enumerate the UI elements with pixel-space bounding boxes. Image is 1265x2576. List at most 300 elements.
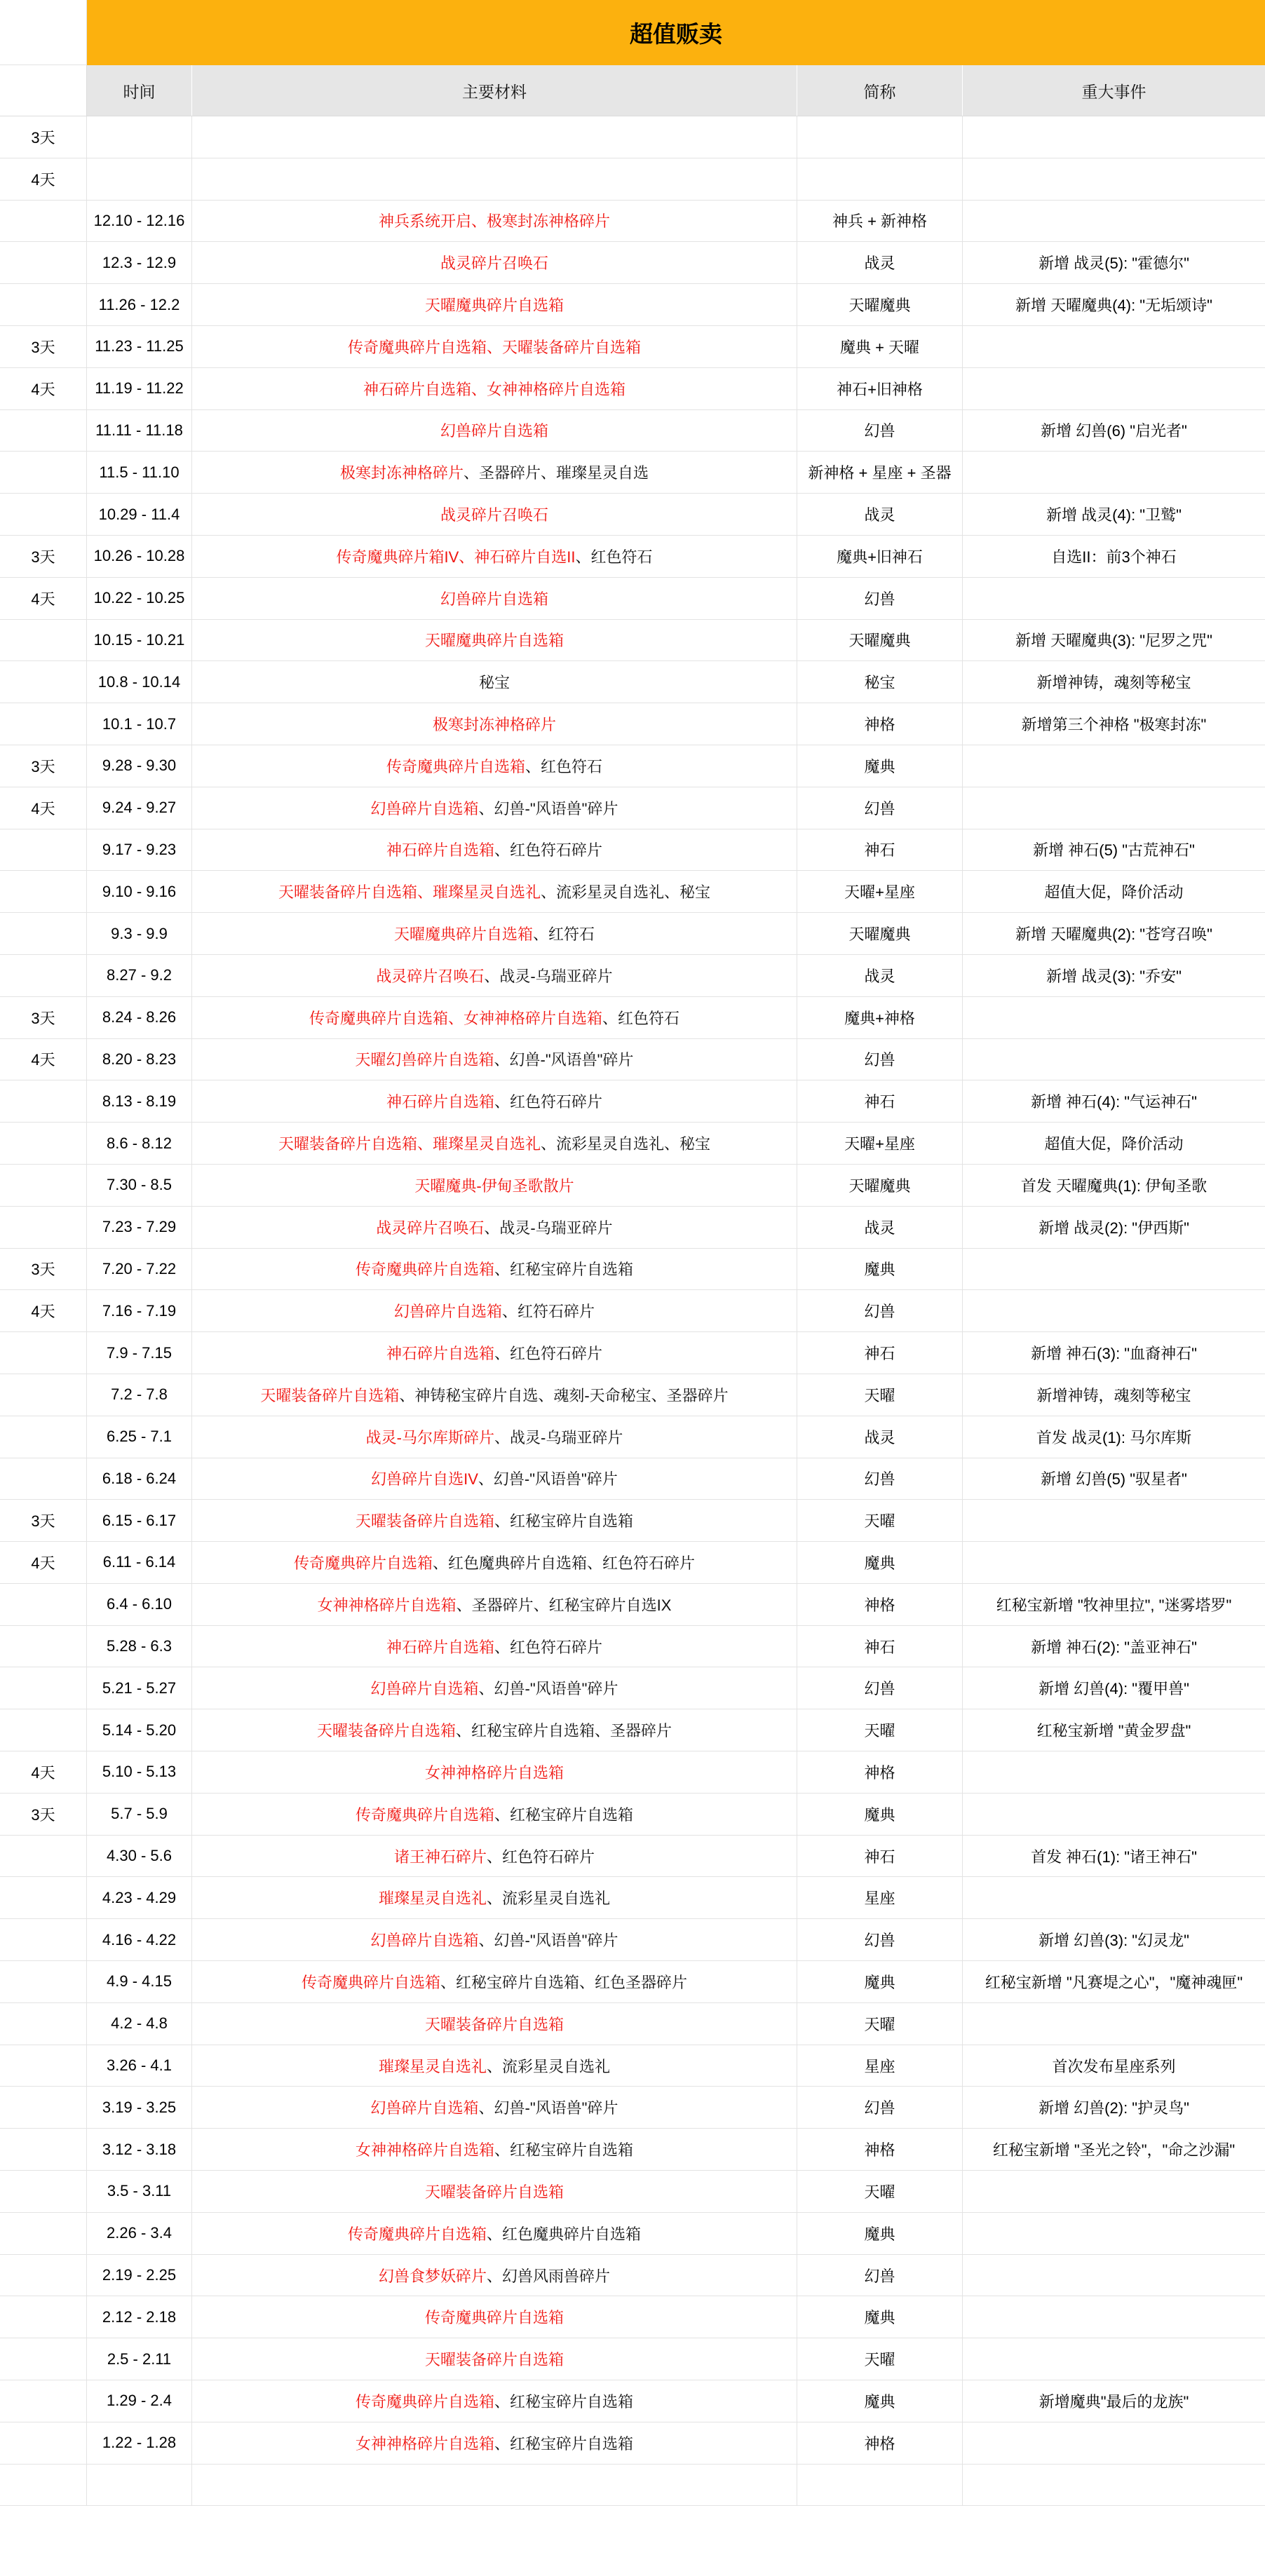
abbr-cell[interactable]: 天曜 bbox=[797, 2003, 963, 2045]
header-abbr[interactable]: 简称 bbox=[797, 65, 963, 116]
abbr-cell[interactable] bbox=[797, 116, 963, 158]
event-cell[interactable] bbox=[963, 2465, 1265, 2506]
event-cell[interactable]: 新增 战灵(5): "霍德尔" bbox=[1039, 255, 1189, 273]
material-highlight-text: 璀璨星灵自选礼 bbox=[378, 2057, 487, 2075]
blank-corner-cell[interactable] bbox=[0, 0, 87, 65]
material-cell[interactable] bbox=[192, 201, 797, 242]
abbr-cell[interactable]: 幻兽 bbox=[797, 1919, 963, 1960]
material-cell[interactable] bbox=[192, 536, 797, 577]
abbr-cell[interactable]: 新神格 + 星座 + 圣器 bbox=[797, 452, 963, 493]
event-cell[interactable]: 新增 天曜魔典(3): "尼罗之咒" bbox=[1015, 632, 1212, 650]
abbr-cell[interactable]: 神兵 + 新神格 bbox=[797, 201, 963, 242]
duration-cell[interactable] bbox=[0, 2213, 87, 2254]
time-cell[interactable]: 7.9 - 7.15 bbox=[87, 1332, 192, 1374]
sheet-title[interactable]: 超值贩卖 bbox=[87, 0, 1265, 65]
event-cell[interactable] bbox=[963, 158, 1265, 200]
event-cell[interactable] bbox=[963, 326, 1265, 367]
event-cell[interactable] bbox=[963, 368, 1265, 409]
material-cell[interactable] bbox=[192, 578, 797, 619]
time-cell[interactable]: 10.15 - 10.21 bbox=[87, 620, 192, 661]
material-cell[interactable] bbox=[192, 2045, 797, 2087]
time-cell[interactable] bbox=[87, 116, 192, 158]
event-cell[interactable]: 新增 幻兽(3): "幻灵龙" bbox=[1039, 1932, 1189, 1950]
duration-cell[interactable] bbox=[0, 2045, 87, 2087]
material-cell[interactable] bbox=[192, 494, 797, 535]
time-cell[interactable]: 2.19 - 2.25 bbox=[87, 2255, 192, 2296]
event-cell[interactable] bbox=[963, 2255, 1265, 2296]
abbr-cell[interactable]: 天曜 bbox=[797, 1709, 963, 1751]
abbr-cell[interactable]: 幻兽 bbox=[797, 1667, 963, 1709]
duration-cell[interactable] bbox=[0, 1374, 87, 1416]
abbr-cell[interactable]: 神格 bbox=[797, 1584, 963, 1625]
material-cell[interactable] bbox=[192, 955, 797, 996]
event-cell[interactable]: 红秘宝新增 "圣光之铃"，"命之沙漏" bbox=[992, 2141, 1236, 2160]
abbr-cell[interactable]: 幻兽 bbox=[797, 1039, 963, 1080]
time-cell[interactable]: 10.29 - 11.4 bbox=[87, 494, 192, 535]
duration-cell[interactable] bbox=[0, 1080, 87, 1122]
material-cell[interactable] bbox=[192, 1836, 797, 1877]
time-cell[interactable]: 6.18 - 6.24 bbox=[87, 1458, 192, 1500]
event-cell[interactable] bbox=[963, 997, 1265, 1038]
time-cell[interactable]: 3.5 - 3.11 bbox=[87, 2171, 192, 2212]
duration-cell[interactable] bbox=[0, 1709, 87, 1751]
duration-cell[interactable] bbox=[0, 2129, 87, 2170]
material-cell[interactable] bbox=[192, 871, 797, 912]
material-cell[interactable] bbox=[192, 997, 797, 1038]
duration-cell[interactable] bbox=[0, 1584, 87, 1625]
duration-cell[interactable] bbox=[0, 452, 87, 493]
time-cell[interactable]: 7.30 - 8.5 bbox=[87, 1165, 192, 1206]
abbr-cell[interactable]: 魔典 bbox=[797, 2380, 963, 2422]
table-row bbox=[0, 1165, 1265, 1207]
material-cell[interactable] bbox=[192, 1374, 797, 1416]
abbr-cell[interactable]: 魔典 bbox=[797, 2296, 963, 2338]
duration-cell[interactable]: 3天 bbox=[0, 536, 87, 577]
time-cell[interactable]: 2.12 - 2.18 bbox=[87, 2296, 192, 2338]
duration-cell[interactable]: 4天 bbox=[0, 368, 87, 409]
event-cell[interactable] bbox=[963, 1039, 1265, 1080]
material-cell[interactable] bbox=[192, 1709, 797, 1751]
event-cell[interactable] bbox=[963, 1751, 1265, 1793]
event-cell[interactable] bbox=[963, 116, 1265, 158]
abbr-cell[interactable]: 天曜 bbox=[797, 1500, 963, 1541]
event-cell[interactable]: 新增 天曜魔典(4): "无垢颂诗" bbox=[1015, 297, 1212, 315]
material-cell[interactable] bbox=[192, 1584, 797, 1625]
event-cell[interactable]: 新增 神石(2): "盖亚神石" bbox=[1031, 1638, 1197, 1656]
duration-cell[interactable] bbox=[0, 1919, 87, 1960]
duration-cell[interactable] bbox=[0, 1332, 87, 1374]
abbr-cell[interactable]: 幻兽 bbox=[797, 2255, 963, 2296]
material-cell[interactable] bbox=[192, 1332, 797, 1374]
material-cell[interactable] bbox=[192, 1123, 797, 1164]
header-material[interactable]: 主要材料 bbox=[192, 65, 797, 116]
material-cell[interactable] bbox=[192, 2171, 797, 2212]
material-cell[interactable] bbox=[192, 1667, 797, 1709]
time-cell[interactable]: 11.11 - 11.18 bbox=[87, 410, 192, 452]
duration-cell[interactable] bbox=[0, 1667, 87, 1709]
material-cell[interactable] bbox=[192, 1249, 797, 1290]
time-cell[interactable]: 9.10 - 9.16 bbox=[87, 871, 192, 912]
duration-cell[interactable]: 3天 bbox=[0, 326, 87, 367]
time-cell[interactable]: 5.21 - 5.27 bbox=[87, 1667, 192, 1709]
duration-cell[interactable] bbox=[0, 1626, 87, 1667]
abbr-cell[interactable]: 神石 bbox=[797, 1080, 963, 1122]
duration-cell[interactable] bbox=[0, 2296, 87, 2338]
abbr-cell[interactable]: 战灵 bbox=[797, 494, 963, 535]
event-cell[interactable]: 红秘宝新增 "凡赛堤之心"，"魔神魂匣" bbox=[985, 1973, 1243, 1991]
duration-cell[interactable] bbox=[0, 1836, 87, 1877]
duration-cell[interactable]: 4天 bbox=[0, 1751, 87, 1793]
abbr-cell[interactable]: 星座 bbox=[797, 1877, 963, 1918]
abbr-cell[interactable] bbox=[797, 2465, 963, 2506]
duration-cell[interactable]: 4天 bbox=[0, 1542, 87, 1583]
duration-cell[interactable]: 3天 bbox=[0, 1794, 87, 1835]
material-cell[interactable] bbox=[192, 410, 797, 452]
duration-cell[interactable]: 3天 bbox=[0, 1500, 87, 1541]
time-cell[interactable]: 12.10 - 12.16 bbox=[87, 201, 192, 242]
duration-cell[interactable] bbox=[0, 1416, 87, 1458]
abbr-cell[interactable]: 战灵 bbox=[797, 955, 963, 996]
event-cell[interactable]: 超值大促，降价活动 bbox=[1044, 883, 1184, 902]
abbr-cell[interactable]: 魔典 bbox=[797, 2213, 963, 2254]
event-cell[interactable] bbox=[963, 2296, 1265, 2338]
event-cell[interactable] bbox=[963, 2003, 1265, 2045]
material-cell[interactable] bbox=[192, 1165, 797, 1206]
abbr-cell[interactable]: 神格 bbox=[797, 1751, 963, 1793]
material-cell[interactable] bbox=[192, 2087, 797, 2128]
abbr-cell[interactable]: 神格 bbox=[797, 2129, 963, 2170]
event-cell[interactable]: 新增 幻兽(6) "启光者" bbox=[1041, 422, 1187, 440]
duration-cell[interactable] bbox=[0, 284, 87, 325]
header-duration-cell[interactable] bbox=[0, 65, 87, 116]
time-cell[interactable]: 3.19 - 3.25 bbox=[87, 2087, 192, 2128]
duration-cell[interactable] bbox=[0, 1207, 87, 1248]
material-cell[interactable] bbox=[192, 829, 797, 871]
event-cell[interactable] bbox=[963, 1290, 1265, 1331]
abbr-cell[interactable]: 幻兽 bbox=[797, 787, 963, 829]
material-cell[interactable] bbox=[192, 326, 797, 367]
duration-cell[interactable]: 3天 bbox=[0, 745, 87, 787]
material-cell[interactable] bbox=[192, 1961, 797, 2002]
time-cell[interactable]: 7.23 - 7.29 bbox=[87, 1207, 192, 1248]
material-cell[interactable] bbox=[192, 2255, 797, 2296]
duration-cell[interactable] bbox=[0, 2422, 87, 2464]
duration-cell[interactable] bbox=[0, 1165, 87, 1206]
duration-cell[interactable]: 3天 bbox=[0, 116, 87, 158]
abbr-cell[interactable]: 天曜 bbox=[797, 2171, 963, 2212]
abbr-cell[interactable]: 天曜+星座 bbox=[797, 1123, 963, 1164]
time-cell[interactable]: 10.26 - 10.28 bbox=[87, 536, 192, 577]
abbr-cell[interactable]: 魔典 bbox=[797, 745, 963, 787]
duration-cell[interactable] bbox=[0, 661, 87, 703]
material-cell[interactable] bbox=[192, 1416, 797, 1458]
material-cell[interactable] bbox=[192, 1458, 797, 1500]
time-cell[interactable]: 9.17 - 9.23 bbox=[87, 829, 192, 871]
event-cell[interactable] bbox=[963, 1794, 1265, 1835]
time-cell[interactable]: 1.22 - 1.28 bbox=[87, 2422, 192, 2464]
abbr-cell[interactable]: 幻兽 bbox=[797, 2087, 963, 2128]
abbr-cell[interactable]: 天曜+星座 bbox=[797, 871, 963, 912]
duration-cell[interactable]: 4天 bbox=[0, 1290, 87, 1331]
event-cell[interactable]: 新增 幻兽(2): "护灵鸟" bbox=[1039, 2099, 1189, 2117]
abbr-cell[interactable]: 神格 bbox=[797, 2422, 963, 2464]
abbr-cell[interactable]: 幻兽 bbox=[797, 578, 963, 619]
duration-cell[interactable] bbox=[0, 703, 87, 745]
material-cell[interactable] bbox=[192, 1877, 797, 1918]
event-cell[interactable] bbox=[963, 2422, 1265, 2464]
header-event[interactable]: 重大事件 bbox=[963, 65, 1265, 116]
duration-cell[interactable]: 3天 bbox=[0, 1249, 87, 1290]
event-cell[interactable] bbox=[963, 1542, 1265, 1583]
event-cell[interactable] bbox=[963, 1249, 1265, 1290]
header-time[interactable]: 时间 bbox=[87, 65, 192, 116]
abbr-cell[interactable]: 神石 bbox=[797, 1626, 963, 1667]
event-cell[interactable]: 首发 战灵(1): 马尔库斯 bbox=[1036, 1428, 1192, 1446]
material-highlight-text: 传奇魔典碎片自选箱、女神神格碎片自选箱 bbox=[309, 1009, 602, 1027]
event-cell[interactable]: 首次发布星座系列 bbox=[1052, 2057, 1176, 2075]
duration-cell[interactable] bbox=[0, 2087, 87, 2128]
material-cell[interactable] bbox=[192, 2380, 797, 2422]
abbr-cell[interactable]: 神石 bbox=[797, 829, 963, 871]
time-cell[interactable]: 10.8 - 10.14 bbox=[87, 661, 192, 703]
material-cell[interactable] bbox=[192, 368, 797, 409]
duration-cell[interactable]: 3天 bbox=[0, 997, 87, 1038]
time-cell[interactable]: 9.28 - 9.30 bbox=[87, 745, 192, 787]
time-cell[interactable]: 7.16 - 7.19 bbox=[87, 1290, 192, 1331]
material-cell[interactable] bbox=[192, 2003, 797, 2045]
abbr-cell[interactable]: 幻兽 bbox=[797, 1458, 963, 1500]
duration-cell[interactable] bbox=[0, 1877, 87, 1918]
event-cell[interactable]: 新增神铸，魂刻等秘宝 bbox=[1036, 674, 1191, 692]
material-cell[interactable] bbox=[192, 158, 797, 200]
event-cell[interactable] bbox=[963, 578, 1265, 619]
time-cell[interactable]: 6.15 - 6.17 bbox=[87, 1500, 192, 1541]
duration-cell[interactable] bbox=[0, 2380, 87, 2422]
abbr-cell[interactable]: 魔典+神格 bbox=[797, 997, 963, 1038]
abbr-cell[interactable]: 神石 bbox=[797, 1332, 963, 1374]
material-highlight-text: 幻兽碎片自选箱 bbox=[370, 799, 479, 818]
event-cell[interactable]: 新增 神石(3): "血裔神石" bbox=[1031, 1345, 1197, 1362]
abbr-cell[interactable]: 魔典 + 天曜 bbox=[797, 326, 963, 367]
duration-cell[interactable] bbox=[0, 2255, 87, 2296]
duration-cell[interactable] bbox=[0, 201, 87, 242]
time-cell[interactable]: 11.23 - 11.25 bbox=[87, 326, 192, 367]
abbr-cell[interactable]: 魔典+旧神石 bbox=[797, 536, 963, 577]
abbr-cell[interactable]: 天曜魔典 bbox=[797, 913, 963, 954]
abbr-cell[interactable]: 幻兽 bbox=[797, 410, 963, 452]
time-cell[interactable]: 1.29 - 2.4 bbox=[87, 2380, 192, 2422]
material-cell[interactable] bbox=[192, 913, 797, 954]
abbr-cell[interactable]: 魔典 bbox=[797, 1249, 963, 1290]
abbr-cell[interactable]: 战灵 bbox=[797, 1207, 963, 1248]
event-cell[interactable]: 首发 天曜魔典(1): 伊甸圣歌 bbox=[1020, 1177, 1208, 1195]
event-cell[interactable]: 新增 战灵(2): "伊西斯" bbox=[1039, 1219, 1189, 1237]
event-cell[interactable]: 新增 战灵(3): "乔安" bbox=[1046, 967, 1182, 985]
abbr-cell[interactable]: 神格 bbox=[797, 703, 963, 745]
event-cell[interactable]: 红秘宝新增 "黄金罗盘" bbox=[1036, 1722, 1191, 1740]
time-cell[interactable]: 7.20 - 7.22 bbox=[87, 1249, 192, 1290]
time-cell[interactable]: 8.24 - 8.26 bbox=[87, 997, 192, 1038]
time-cell[interactable]: 8.13 - 8.19 bbox=[87, 1080, 192, 1122]
table-row bbox=[0, 2422, 1265, 2465]
abbr-cell[interactable]: 幻兽 bbox=[797, 1290, 963, 1331]
abbr-cell[interactable]: 魔典 bbox=[797, 1961, 963, 2002]
time-cell[interactable]: 4.2 - 4.8 bbox=[87, 2003, 192, 2045]
duration-cell[interactable] bbox=[0, 242, 87, 283]
abbr-cell[interactable]: 神石 bbox=[797, 1836, 963, 1877]
time-cell[interactable]: 2.5 - 2.11 bbox=[87, 2338, 192, 2380]
material-cell[interactable] bbox=[192, 745, 797, 787]
event-cell[interactable]: 新增 天曜魔典(2): "苍穹召唤" bbox=[1015, 926, 1212, 944]
duration-cell[interactable]: 4天 bbox=[0, 578, 87, 619]
material-cell[interactable] bbox=[192, 2338, 797, 2380]
duration-cell[interactable] bbox=[0, 410, 87, 452]
time-cell[interactable]: 6.11 - 6.14 bbox=[87, 1542, 192, 1583]
material-cell[interactable] bbox=[192, 242, 797, 283]
duration-cell[interactable]: 4天 bbox=[0, 787, 87, 829]
abbr-cell[interactable]: 天曜魔典 bbox=[797, 284, 963, 325]
duration-cell[interactable]: 4天 bbox=[0, 158, 87, 200]
duration-cell[interactable] bbox=[0, 1961, 87, 2002]
time-cell[interactable]: 11.19 - 11.22 bbox=[87, 368, 192, 409]
event-cell[interactable]: 新增第三个神格 "极寒封冻" bbox=[1021, 716, 1207, 734]
material-cell[interactable] bbox=[192, 2129, 797, 2170]
time-cell[interactable]: 5.10 - 5.13 bbox=[87, 1751, 192, 1793]
material-cell[interactable] bbox=[192, 1080, 797, 1122]
material-cell[interactable] bbox=[192, 1290, 797, 1331]
time-cell[interactable]: 11.5 - 11.10 bbox=[87, 452, 192, 493]
material-cell[interactable] bbox=[192, 1500, 797, 1541]
abbr-cell[interactable]: 天曜 bbox=[797, 1374, 963, 1416]
material-cell[interactable] bbox=[192, 661, 797, 703]
time-cell[interactable]: 7.2 - 7.8 bbox=[87, 1374, 192, 1416]
time-cell[interactable]: 6.25 - 7.1 bbox=[87, 1416, 192, 1458]
time-cell[interactable]: 3.12 - 3.18 bbox=[87, 2129, 192, 2170]
material-cell[interactable] bbox=[192, 703, 797, 745]
time-cell[interactable] bbox=[87, 158, 192, 200]
abbr-cell[interactable]: 战灵 bbox=[797, 242, 963, 283]
material-cell[interactable] bbox=[192, 2296, 797, 2338]
time-cell[interactable]: 5.14 - 5.20 bbox=[87, 1709, 192, 1751]
event-cell[interactable] bbox=[963, 787, 1265, 829]
duration-cell[interactable] bbox=[0, 871, 87, 912]
event-cell[interactable]: 新增 战灵(4): "卫鹫" bbox=[1046, 506, 1182, 524]
material-cell[interactable] bbox=[192, 1919, 797, 1960]
material-cell[interactable] bbox=[192, 2213, 797, 2254]
duration-cell[interactable] bbox=[0, 2338, 87, 2380]
abbr-cell[interactable]: 魔典 bbox=[797, 1542, 963, 1583]
duration-cell[interactable] bbox=[0, 620, 87, 661]
event-cell[interactable]: 新增 幻兽(4): "覆甲兽" bbox=[1039, 1680, 1189, 1698]
event-cell[interactable] bbox=[963, 2338, 1265, 2380]
abbr-cell[interactable]: 神石+旧神格 bbox=[797, 368, 963, 409]
time-cell[interactable]: 8.27 - 9.2 bbox=[87, 955, 192, 996]
abbr-cell[interactable]: 天曜魔典 bbox=[797, 620, 963, 661]
event-cell[interactable]: 自选II：前3个神石 bbox=[1051, 548, 1177, 566]
event-cell[interactable]: 新增 神石(4): "气运神石" bbox=[1031, 1093, 1197, 1111]
duration-cell[interactable] bbox=[0, 955, 87, 996]
table-row bbox=[0, 1794, 1265, 1836]
event-cell[interactable] bbox=[963, 1500, 1265, 1541]
duration-cell[interactable] bbox=[0, 2465, 87, 2506]
abbr-cell[interactable]: 魔典 bbox=[797, 1794, 963, 1835]
material-cell[interactable] bbox=[192, 787, 797, 829]
duration-cell[interactable] bbox=[0, 913, 87, 954]
event-cell[interactable] bbox=[963, 2171, 1265, 2212]
material-cell[interactable] bbox=[192, 2465, 797, 2506]
duration-cell[interactable] bbox=[0, 1458, 87, 1500]
table-row bbox=[0, 1458, 1265, 1500]
time-cell[interactable]: 9.3 - 9.9 bbox=[87, 913, 192, 954]
time-cell[interactable]: 2.26 - 3.4 bbox=[87, 2213, 192, 2254]
time-cell[interactable]: 10.22 - 10.25 bbox=[87, 578, 192, 619]
abbr-cell[interactable]: 战灵 bbox=[797, 1416, 963, 1458]
time-cell[interactable]: 4.9 - 4.15 bbox=[87, 1961, 192, 2002]
event-cell[interactable]: 首发 神石(1): "诸王神石" bbox=[1031, 1848, 1197, 1866]
duration-cell[interactable] bbox=[0, 829, 87, 871]
material-cell[interactable] bbox=[192, 452, 797, 493]
duration-cell[interactable]: 4天 bbox=[0, 1039, 87, 1080]
abbr-cell[interactable] bbox=[797, 158, 963, 200]
duration-cell[interactable] bbox=[0, 1123, 87, 1164]
material-cell[interactable] bbox=[192, 1626, 797, 1667]
material-cell[interactable] bbox=[192, 1542, 797, 1583]
event-cell[interactable] bbox=[963, 201, 1265, 242]
event-cell[interactable] bbox=[963, 745, 1265, 787]
material-cell[interactable] bbox=[192, 2422, 797, 2464]
event-cell[interactable] bbox=[963, 452, 1265, 493]
material-cell[interactable] bbox=[192, 116, 797, 158]
event-cell[interactable]: 新增 神石(5) "古荒神石" bbox=[1033, 841, 1195, 860]
duration-cell[interactable] bbox=[0, 2003, 87, 2045]
time-cell[interactable]: 6.4 - 6.10 bbox=[87, 1584, 192, 1625]
material-text: 、幻兽-"风语兽"碎片 bbox=[478, 1680, 618, 1698]
event-cell[interactable]: 新增 幻兽(5) "驭星者" bbox=[1041, 1470, 1187, 1489]
time-cell[interactable]: 4.23 - 4.29 bbox=[87, 1877, 192, 1918]
time-cell[interactable] bbox=[87, 2465, 192, 2506]
event-cell[interactable]: 新增魔典"最后的龙族" bbox=[1039, 2392, 1189, 2411]
time-cell[interactable]: 8.6 - 8.12 bbox=[87, 1123, 192, 1164]
abbr-cell[interactable]: 天曜 bbox=[797, 2338, 963, 2380]
event-cell[interactable] bbox=[963, 2213, 1265, 2254]
event-cell[interactable]: 红秘宝新增 "牧神里拉", "迷雾塔罗" bbox=[996, 1596, 1232, 1614]
time-cell[interactable]: 3.26 - 4.1 bbox=[87, 2045, 192, 2087]
time-cell[interactable]: 4.16 - 4.22 bbox=[87, 1919, 192, 1960]
time-cell[interactable]: 10.1 - 10.7 bbox=[87, 703, 192, 745]
time-cell[interactable]: 8.20 - 8.23 bbox=[87, 1039, 192, 1080]
duration-cell[interactable] bbox=[0, 2171, 87, 2212]
event-cell[interactable] bbox=[963, 1877, 1265, 1918]
material-cell[interactable] bbox=[192, 1039, 797, 1080]
time-cell[interactable]: 5.7 - 5.9 bbox=[87, 1794, 192, 1835]
material-cell[interactable] bbox=[192, 1751, 797, 1793]
time-cell[interactable]: 12.3 - 12.9 bbox=[87, 242, 192, 283]
material-cell[interactable] bbox=[192, 284, 797, 325]
material-cell[interactable] bbox=[192, 1794, 797, 1835]
duration-cell[interactable] bbox=[0, 494, 87, 535]
abbr-cell[interactable]: 秘宝 bbox=[797, 661, 963, 703]
material-cell[interactable] bbox=[192, 620, 797, 661]
event-cell[interactable]: 新增神铸，魂刻等秘宝 bbox=[1036, 1386, 1191, 1404]
abbr-cell[interactable]: 星座 bbox=[797, 2045, 963, 2087]
time-cell[interactable]: 11.26 - 12.2 bbox=[87, 284, 192, 325]
time-cell[interactable]: 9.24 - 9.27 bbox=[87, 787, 192, 829]
abbr-cell[interactable]: 天曜魔典 bbox=[797, 1165, 963, 1206]
material-cell[interactable] bbox=[192, 1207, 797, 1248]
time-cell[interactable]: 4.30 - 5.6 bbox=[87, 1836, 192, 1877]
event-cell[interactable]: 超值大促，降价活动 bbox=[1044, 1135, 1184, 1153]
time-cell[interactable]: 5.28 - 6.3 bbox=[87, 1626, 192, 1667]
